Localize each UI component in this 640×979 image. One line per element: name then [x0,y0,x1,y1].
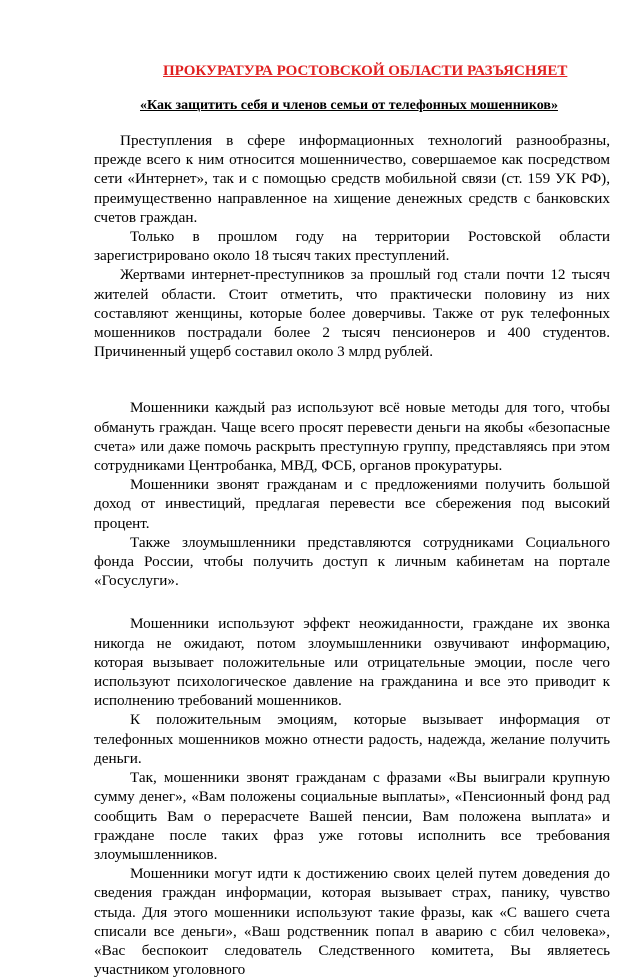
paragraph-5: Мошенники звонят гражданам и с предложениями получить большой доход от инвестиций, предлагая перевести все сбережения под высокий процент. [94,476,610,532]
paragraph-gap [94,590,610,614]
paragraph-1: Преступления в сфере информационных технологий разнообразны, прежде всего к ним относится мошенничество, совершаемое как посредством сети «Интернет», так и с помощью средств мобильной связи (ст. 159 УК РФ), преимущественно направленное на хищение денежных средств с банковских счетов граждан. [94,132,610,226]
document-body [94,131,610,979]
paragraph-9: Так, мошенники звонят гражданам с фразами «Вы выиграли крупную сумму денег», «Вам положены социальные выплаты», «Пенсионный фонд рад сообщить Вам о перерасчете Вашей пенсии, Вам положена выплата» и граждане после таких фраз уже готовы исполнить все требования злоумышленников. [94,769,610,863]
paragraph-2: Только в прошлом году на территории Ростовской области зарегистрировано около 18 тысяч таких преступлений. [94,228,610,265]
paragraph-7: Мошенники используют эффект неожиданности, граждане их звонка никогда не ожидают, потом злоумышленники озвучивают информацию, которая вызывает положительные или отрицательные эмоции, после чего используют психологическое давление на гражданина и все это приводит к исполнению требований мошенников. [94,615,610,710]
paragraph-3: Жертвами интернет-преступников за прошлый год стали почти 12 тысяч жителей области. Стоит отметить, что практически половину из них составляют женщины, которые более доверчивы. Также от рук телефонных мошенников пострадали более 2 тысяч пенсионеров и 400 студентов. Причиненный ущерб составил около 3 млрд рублей. [94,266,610,361]
paragraph-6: Также злоумышленники представляются сотрудниками Социального фонда России, чтобы получить доступ к личным кабинетам на портале «Госуслуги». [94,533,610,590]
paragraph-gap [94,361,610,398]
paragraph-4: Мошенники каждый раз используют всё новые методы для того, чтобы обмануть граждан. Чаще всего просят перевести деньги на якобы «безопасные счета» или даже помочь раскрыть преступную группу, представляясь при этом сотрудниками Центробанка, МВД, ФСБ, органов прокуратуры. [94,399,610,475]
paragraph-10: Мошенники могут идти к достижению своих целей путем доведения до сведения граждан информации, которая вызывает страх, панику, чувство стыда. Для этого мошенники используют такие фразы, как «С вашего счета списали все деньги», «Ваш родственник попал в аварию с сбил человека», «Вас беспокоит следователь Следственного комитета, Вы являетесь участником уголовного [94,865,610,979]
document-title: ПРОКУРАТУРА РОСТОВСКОЙ ОБЛАСТИ РАЗЪЯСНЯЕТ [163,63,568,79]
paragraph-8: К положительным эмоциям, которые вызывает информация от телефонных мошенников можно отнести радость, надежда, желание получить деньги. [94,711,610,767]
document-subtitle: «Как защитить себя и членов семьи от телефонных мошенников» [140,98,558,113]
